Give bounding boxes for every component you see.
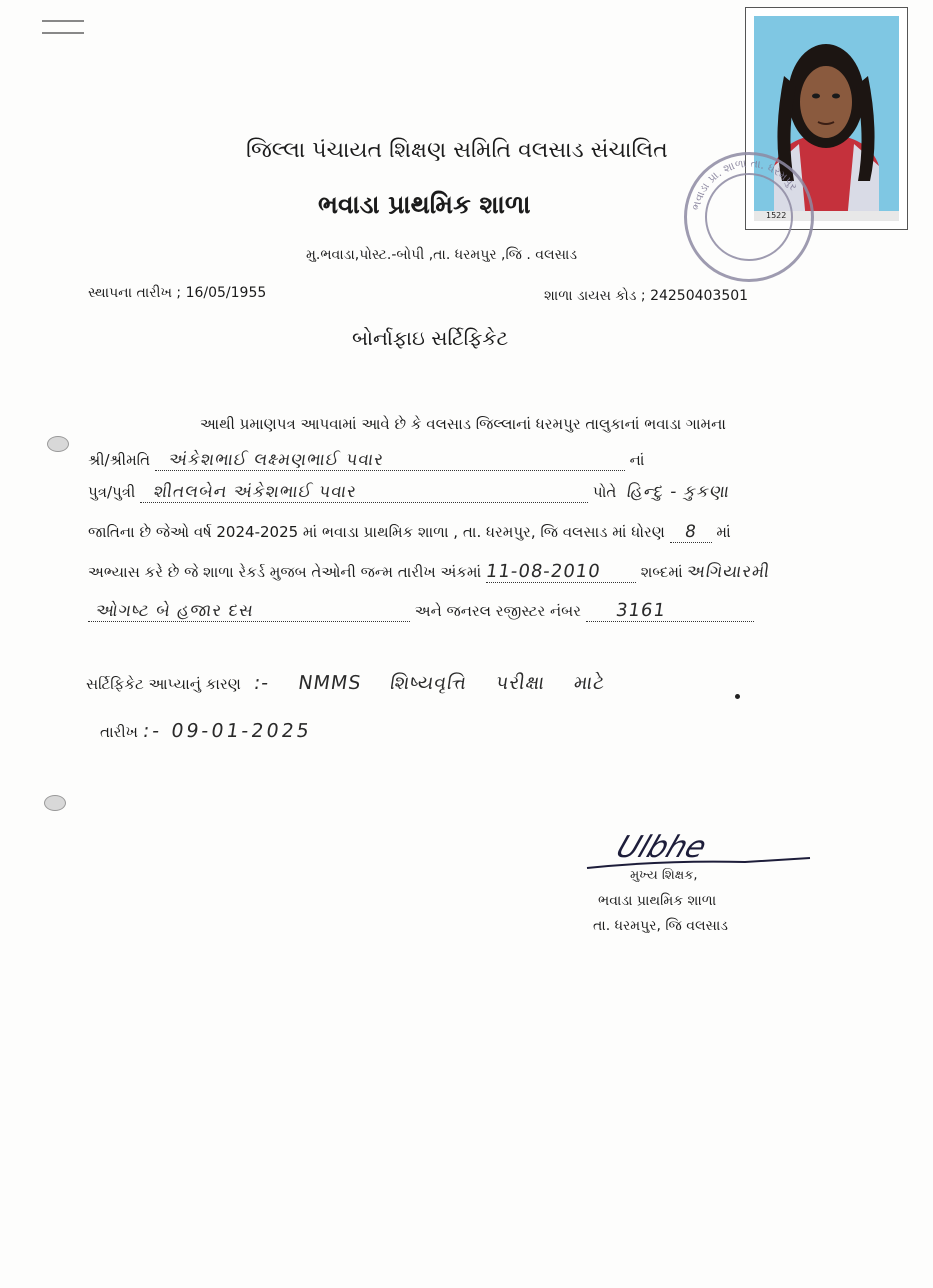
body-line-5 xyxy=(88,561,770,583)
committee-heading: જિલ્લા પંચાયત શિક્ષણ સમિતિ વલસાડ સંચાલિત xyxy=(246,138,668,163)
stamp-text: ભવાડા પ્રા. શાળા તા. ધરમપુર xyxy=(689,156,801,212)
line6-mid: અને જનરલ રજીસ્ટર નંબર xyxy=(414,602,581,620)
line4-text: જાતિના છે જેઓ વર્ષ 2024-2025 માં ભવાડા પ્રાથમિક શાળા , તા. ધરમપુર, જિ વલસાડ માં ધોરણ xyxy=(88,523,665,541)
signature-scrawl: Ulbhe xyxy=(611,830,712,865)
gr-number: 3161 xyxy=(614,600,668,621)
standard-value: 8 xyxy=(683,522,698,542)
dob-digits: 11-08-2010 xyxy=(484,561,603,582)
signatory-school: ભવાડા પ્રાથમિક શાળા xyxy=(598,893,717,909)
signatory-place: તા. ધરમપુર, જિ વલસાડ xyxy=(593,918,728,934)
line5-mid: શબ્દમાં xyxy=(640,563,683,581)
stamp-ring-icon xyxy=(684,152,814,282)
certificate-title: બોર્નાફાઇ સર્ટિફિકેટ xyxy=(352,326,509,350)
photo-caption: 1522 xyxy=(766,211,787,220)
date-row xyxy=(100,720,312,742)
school-name: ભવાડા પ્રાથમિક શાળા xyxy=(318,190,531,219)
body-line-1: આથી પ્રમાણપત્ર આપવામાં આવે છે કે વલસાડ જિલ્લાનાં ધરમપુર તાલુકાનાં ભવાડા ગામના xyxy=(200,415,726,433)
caste-value: હિન્દુ - કુકણા xyxy=(625,482,732,502)
body-line-4 xyxy=(88,522,731,543)
founded-date: સ્થાપના તારીખ ; 16/05/1955 xyxy=(88,285,267,301)
dot-mark xyxy=(735,694,740,699)
svg-text:ભવાડા પ્રા. શાળા તા. ધરમપુર xyxy=(689,157,800,212)
body-line-3 xyxy=(88,482,730,503)
parent-name: અંકેશભાઈ લક્ષ્મણભાઈ પવાર xyxy=(167,450,386,470)
signature-underline-icon xyxy=(585,850,815,875)
reason-row xyxy=(86,672,605,694)
student-name: શીતલબેન અંકેશભાઈ પવાર xyxy=(152,482,359,502)
dise-code: શાળા ડાયસ કોડ ; 24250403501 xyxy=(544,288,749,304)
line5-text: અભ્યાસ કરે છે જે શાળા રેકર્ડ મુજબ તેઓની જન્મ તારીખ અંકમાં xyxy=(88,563,482,581)
date-label: તારીખ xyxy=(100,723,138,741)
punch-hole-bottom xyxy=(44,795,66,811)
dob-words-1: અગિયારમી xyxy=(686,562,772,582)
line4-suffix: માં xyxy=(716,523,731,541)
school-address: મુ.ભવાડા,પોસ્ટ.-બોપી ,તા. ધરમપુર ,જિ . વલસાડ xyxy=(306,247,578,263)
body-line-2 xyxy=(88,450,644,471)
dob-words-2: ઓગષ્ટ બે હજાર દસ xyxy=(94,601,256,621)
body-line-6 xyxy=(88,600,754,622)
reason-value: :- NMMS શિષ્યવૃત્તિ પરીક્ષા માટે xyxy=(252,672,607,694)
parent-label: શ્રી/શ્રીમતિ xyxy=(88,451,151,469)
line3-mid: પોતે xyxy=(592,483,617,501)
school-stamp xyxy=(684,152,814,282)
punch-hole-top xyxy=(47,436,69,452)
reason-label: સર્ટિફિકેટ આપ્યાનું કારણ xyxy=(86,675,241,693)
date-value: :- 09-01-2025 xyxy=(141,720,314,742)
margin-mark xyxy=(42,20,84,34)
signatory-title: મુખ્ય શિક્ષક, xyxy=(630,868,698,883)
line2-suffix: નાં xyxy=(629,451,645,469)
child-label: પુત્ર/પુત્રી xyxy=(88,483,136,501)
